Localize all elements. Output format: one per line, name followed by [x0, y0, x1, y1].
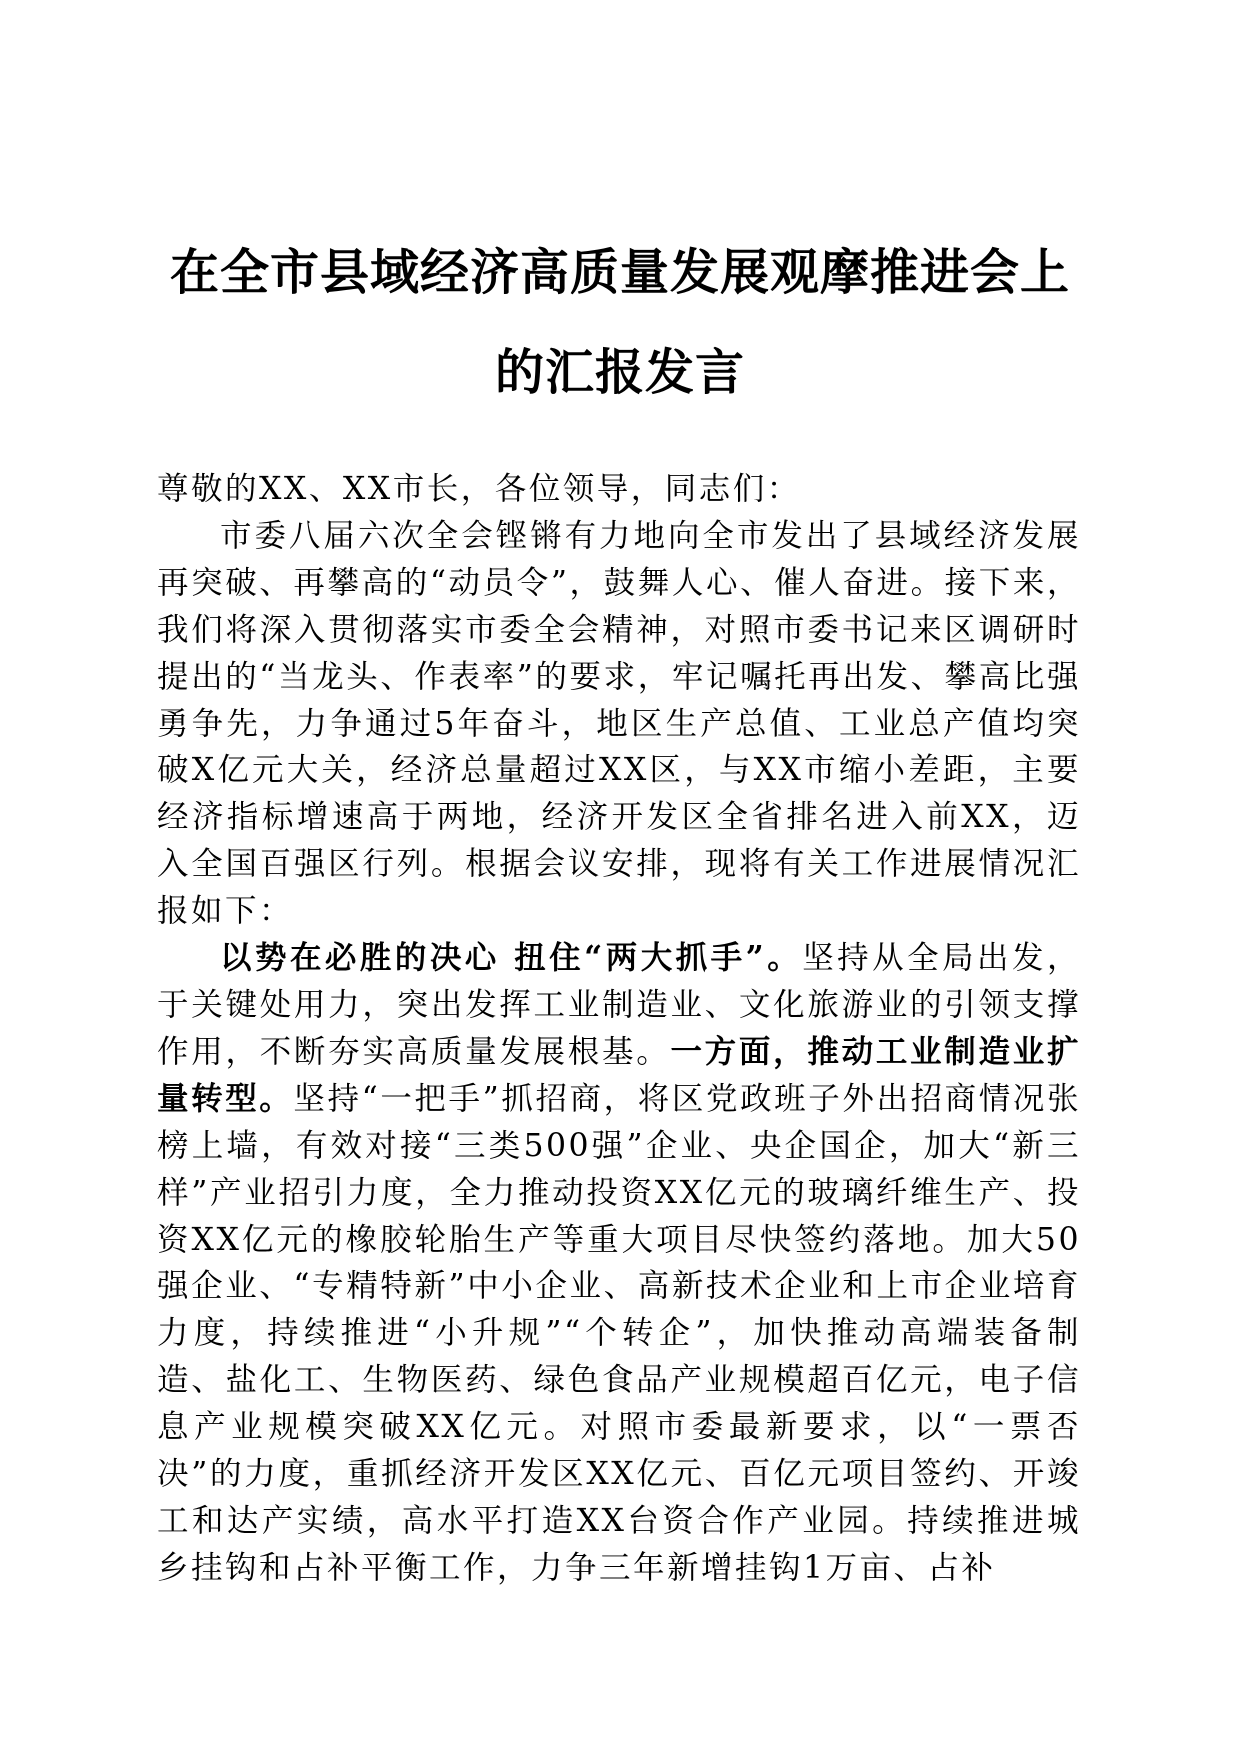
document-title: 在全市县域经济高质量发展观摩推进会上的汇报发言 — [169, 243, 1070, 401]
paragraph-intro: 市委八届六次全会铿锵有力地向全市发出了县域经济发展再突破、再攀高的“动员令”，鼓舞人心、催人奋进。接下来，我们将深入贯彻落实市委全会精神，对照市委书记来区调研时提出的“当龙头、作表率”的要求，牢记嘱托再出发、攀高比强勇争先，力争通过5年奋斗，地区生产总值、工业总产值均突破X亿元大关，经济总量超过XX区，与XX市缩小差距，主要经济指标增速高于两地，经济开发区全省排名进入前XX，迈入全国百强区行列。根据会议安排，现将有关工作进展情况汇报如下： — [157, 517, 1081, 930]
paragraph-two-grips — [157, 935, 1081, 1592]
section-text-a: 坚持从全局出发，于关键处用力，突出发挥工业制造业、文化旅游业的引领支撑作用，不断夯实高质量发展根基。 — [157, 940, 1081, 1070]
section-heading: 以势在必胜的决心 扭住“两大抓手”。 — [220, 939, 803, 977]
document-body — [157, 466, 1081, 1592]
salutation: 尊敬的XX、XX市长，各位领导，同志们： — [157, 471, 801, 507]
section-text-b: 坚持“一把手”抓招商，将区党政班子外出招商情况张榜上墙，有效对接“三类500强”企业、央企国企，加大“新三样”产业招引力度，全力推动投资XX亿元的玻璃纤维生产、投资XX亿元的橡胶轮胎生产等重大项目尽快签约落地。加大50强企业、“专精特新”中小企业、高新技术企业和上市企业培育力度，持续推进“小升规”“个转企”，加快推动高端装备制造、盐化工、生物医药、绿色食品产业规模超百亿元，电子信息产业规模突破XX亿元。对照市委最新要求，以“一票否决”的力度，重抓经济开发区XX亿元、百亿元项目签约、开竣工和达产实绩，高水平打造XX台资合作产业园。持续推进城乡挂钩和占补平衡工作，力争三年新增挂钩1万亩、占补 — [157, 1080, 1081, 1586]
section-subheading: 一方面，推动工业制造业扩量转型。 — [157, 1032, 1081, 1117]
